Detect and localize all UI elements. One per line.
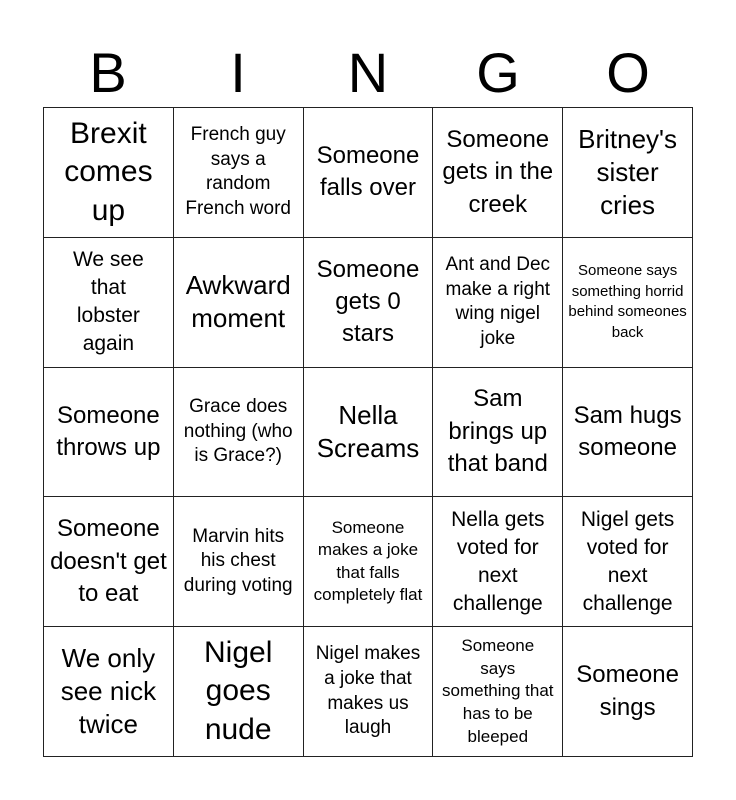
cell-text: Someone doesn't get to eat: [50, 515, 167, 607]
cell-text: Someone gets 0 stars: [316, 255, 420, 348]
cell-text: Nella Screams: [316, 400, 420, 463]
bingo-cell[interactable]: [563, 497, 693, 627]
bingo-cell[interactable]: [304, 368, 434, 498]
cell-text: Nigel goes nude: [204, 636, 273, 746]
cell-text: Marvin hits his chest during voting: [183, 525, 293, 597]
bingo-cell[interactable]: [304, 627, 434, 757]
bingo-cell[interactable]: [174, 497, 304, 627]
bingo-header: [43, 42, 693, 104]
header-letter-i: I: [230, 41, 246, 104]
cell-text: Ant and Dec make a right wing nigel joke: [445, 253, 551, 349]
bingo-cell[interactable]: [563, 368, 693, 498]
bingo-cell[interactable]: [433, 238, 563, 368]
bingo-cell[interactable]: [44, 627, 174, 757]
bingo-cell[interactable]: [174, 108, 304, 238]
bingo-cell[interactable]: [433, 368, 563, 498]
header-letter-g: G: [476, 41, 520, 104]
cell-text: Sam hugs someone: [573, 401, 682, 461]
bingo-cell[interactable]: [174, 368, 304, 498]
bingo-cell[interactable]: [563, 627, 693, 757]
bingo-cell[interactable]: [44, 238, 174, 368]
bingo-cell[interactable]: [44, 497, 174, 627]
bingo-cell[interactable]: [563, 238, 693, 368]
cell-text: Someone makes a joke that falls completely flat: [313, 517, 423, 605]
cell-text: Sam brings up that band: [447, 385, 548, 478]
cell-text: Awkward moment: [185, 270, 291, 334]
bingo-cell[interactable]: [433, 497, 563, 627]
cell-text: Brexit comes up: [64, 116, 153, 227]
cell-text: Nella gets voted for next challenge: [451, 507, 545, 615]
cell-text: Nigel makes a joke that makes us laugh: [315, 643, 421, 739]
bingo-cell[interactable]: [304, 108, 434, 238]
cell-text: Nigel gets voted for next challenge: [580, 507, 675, 615]
bingo-cell[interactable]: [174, 238, 304, 368]
cell-text: Grace does nothing (who is Grace?): [183, 395, 293, 467]
cell-text: Someone gets in the creek: [442, 125, 554, 218]
cell-text: Someone throws up: [56, 401, 161, 461]
bingo-cell[interactable]: [44, 368, 174, 498]
cell-text: Someone says something that has to be bleeped: [442, 636, 554, 746]
cell-text: Someone falls over: [316, 142, 420, 202]
bingo-cell[interactable]: [304, 238, 434, 368]
bingo-cell[interactable]: [563, 108, 693, 238]
cell-text: French guy says a random French word: [185, 124, 291, 220]
bingo-cell[interactable]: [44, 108, 174, 238]
cell-text: Someone says something horrid behind someones back: [568, 261, 687, 341]
cell-text: We see that lobster again: [72, 248, 144, 356]
bingo-cell[interactable]: [304, 497, 434, 627]
header-letter-b: B: [89, 41, 127, 104]
cell-text: Britney's sister cries: [578, 124, 678, 220]
cell-text: Someone sings: [576, 661, 679, 721]
header-letter-n: N: [347, 41, 389, 104]
bingo-board: [43, 107, 693, 757]
header-letter-o: O: [606, 41, 650, 104]
bingo-cell[interactable]: [174, 627, 304, 757]
cell-text: We only see nick twice: [60, 643, 157, 739]
bingo-cell[interactable]: [433, 108, 563, 238]
bingo-cell[interactable]: [433, 627, 563, 757]
